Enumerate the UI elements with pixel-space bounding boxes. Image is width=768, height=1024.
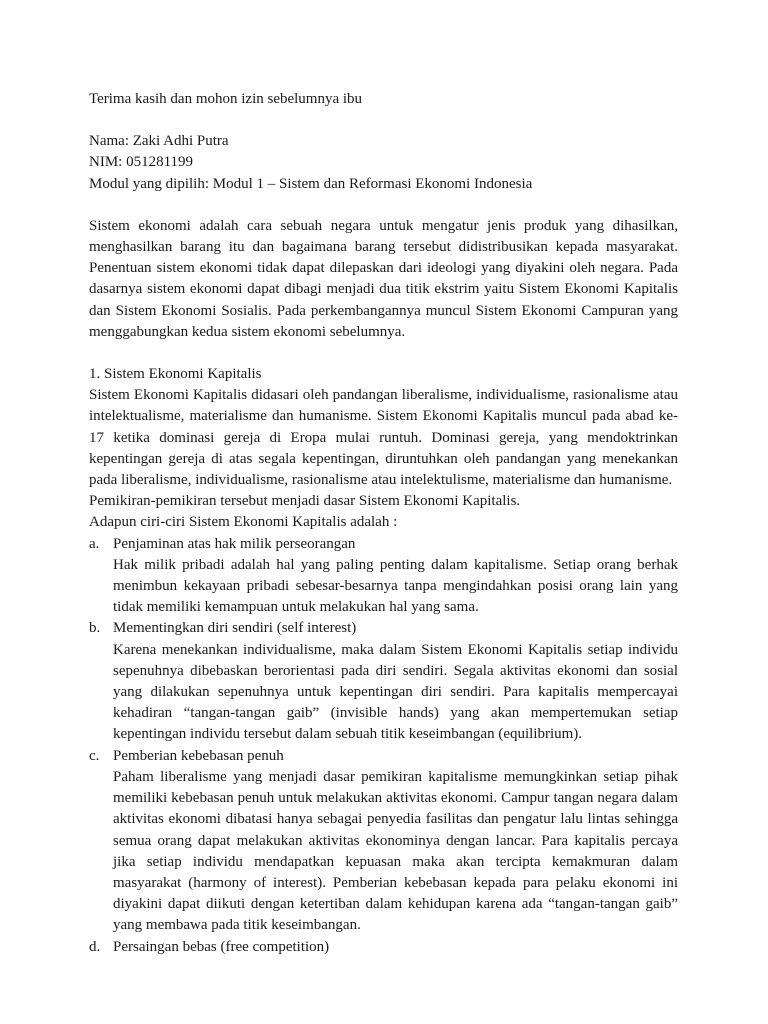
list-item bbox=[89, 534, 678, 619]
list-item bbox=[89, 937, 678, 958]
blank-line bbox=[89, 110, 678, 131]
list-item-title: Persaingan bebas (free competition) bbox=[113, 938, 330, 955]
blank-line bbox=[89, 343, 678, 364]
greeting-line: Terima kasih dan mohon izin sebelumnya ibu bbox=[89, 91, 363, 107]
list-item-body: Hak milik pribadi adalah hal yang paling penting dalam kapitalisme. Setiap orang berhak menimbun kekayaan pribadi sebesar-besarnya tanpa mengindahkan posisi orang lain yang tidak memiliki kemampuan untuk melakukan hal yang sama. bbox=[113, 556, 678, 616]
list-item-body: Karena menekankan individualisme, maka dalam Sistem Ekonomi Kapitalis setiap individu sepenuhnya dibebaskan berorientasi pada diri sendiri. Segala aktivitas ekonomi dan sosial yang dilakukan sepenuhnya untuk kepentingan diri sendiri. Para kapitalis mempercayai kehadiran “tangan-tangan gaib” (invisible hands) yang akan mempertemukan setiap kepentingan individu tersebut dalam sebuah titik keseimbangan (equilibrium). bbox=[113, 641, 678, 743]
list-item-title: Mementingkan diri sendiri (self interest) bbox=[113, 620, 357, 637]
list-item-body: Paham liberalisme yang menjadi dasar pemikiran kapitalisme memungkinkan setiap pihak memiliki kebebasan penuh untuk melakukan aktivitas ekonomi. Campur tangan negara dalam aktivitas ekonomi dibatasi hanya sebagai penyedia fasilitas dan pengatur lalu lintas sehingga semua orang dapat melakukan aktivitas ekonominya dengan lancar. Para kapitalis percaya jika setiap individu mendapatkan kepuasan maka akan tercipta kemakmuran dalam masyarakat (harmony of interest). Pemberian kebebasan kepada para pelaku ekonomi ini diyakini dapat diikuti dengan ketertiban dalam kehidupan karena ada “tangan-tangan gaib” yang membawa pada titik keseimbangan. bbox=[113, 768, 678, 934]
list-item bbox=[89, 618, 678, 745]
list-intro: Adapun ciri-ciri Sistem Ekonomi Kapitalis adalah : bbox=[89, 514, 398, 531]
student-name: Nama: Zaki Adhi Putra bbox=[89, 133, 229, 150]
section-body: Sistem Ekonomi Kapitalis didasari oleh pandangan liberalisme, individualisme, rasionalisme atau intelektualisme, materialisme dan humanisme. Sistem Ekonomi Kapitalis muncul pada abad ke-17 ketika dominasi gereja di Eropa mulai runtuh. Dominasi gereja, yang mendoktrinkan kepentingan gereja di atas segala kepentingan, diruntuhkan oleh pandangan yang menekankan pada liberalisme, individualisme, rasionalisme atau intelektulisme, materialisme dan humanisme. bbox=[89, 387, 678, 489]
list-marker: b. bbox=[89, 620, 101, 637]
document-page bbox=[89, 89, 678, 958]
student-nim: NIM: 051281199 bbox=[89, 154, 194, 171]
list-item bbox=[89, 746, 678, 937]
list-marker: d. bbox=[89, 938, 101, 955]
list-item-title: Pemberian kebebasan penuh bbox=[113, 747, 284, 764]
blank-line bbox=[89, 195, 678, 216]
selected-module: Modul yang dipilih: Modul 1 – Sistem dan Reformasi Ekonomi Indonesia bbox=[89, 175, 533, 192]
list-marker: c. bbox=[89, 747, 100, 764]
intro-paragraph: Sistem ekonomi adalah cara sebuah negara untuk mengatur jenis produk yang dihasilkan, menghasilkan barang itu dan bagaimana barang tersebut didistribusikan kepada masyarakat. Penentuan sistem ekonomi tidak dapat dilepaskan dari ideologi yang diyakini oleh negara. Pada dasarnya sistem ekonomi dapat dibagi menjadi dua titik ekstrim yaitu Sistem Ekonomi Kapitalis dan Sistem Ekonomi Sosialis. Pada perkembangannya muncul Sistem Ekonomi Campuran yang menggabungkan kedua sistem ekonomi sebelumnya. bbox=[89, 217, 678, 340]
section-conclusion: Pemikiran-pemikiran tersebut menjadi dasar Sistem Ekonomi Kapitalis. bbox=[89, 493, 521, 510]
list-item-title: Penjaminan atas hak milik perseorangan bbox=[113, 535, 356, 552]
section-heading: 1. Sistem Ekonomi Kapitalis bbox=[89, 366, 262, 383]
list-marker: a. bbox=[89, 535, 100, 552]
